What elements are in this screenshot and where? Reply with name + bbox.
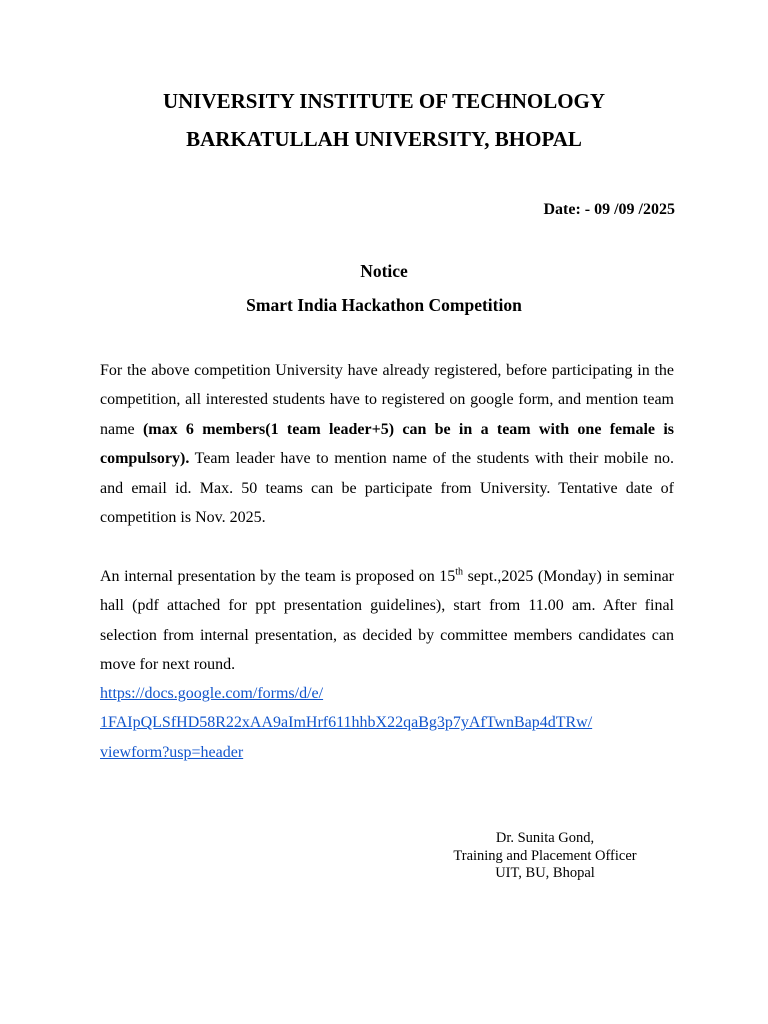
signatory-name: Dr. Sunita Gond, xyxy=(495,830,595,846)
paragraph-registration-team-rule: (max 6 members(1 team leader+5) can be in a team with one female is compulsory). xyxy=(100,420,674,468)
notice-subject: Smart India Hackathon Competition xyxy=(246,295,522,315)
paragraph-presentation-text-a: An internal presentation by the team is proposed on 15 xyxy=(100,568,456,585)
ordinal-superscript: th xyxy=(455,566,464,578)
paragraph-presentation xyxy=(100,562,674,680)
google-form-link-line-3[interactable]: viewform?usp=header xyxy=(100,743,244,761)
google-form-link-line-1[interactable]: https://docs.google.com/forms/d/e/ xyxy=(100,685,324,702)
institute-name: UNIVERSITY INSTITUTE OF TECHNOLOGY xyxy=(162,89,606,113)
signature-block xyxy=(420,830,670,883)
paragraph-registration-text-b: Team leader have to mention name of the students with their mobile no. and email id. Max. 50 teams can be participate from University. Tentative date of competition is Nov. 2025. xyxy=(100,450,674,527)
paragraph-presentation-text-b: sept.,2025 (Monday) in seminar hall (pdf attached for ppt presentation guidelines), start from 11.00 am. After final selection from internal presentation, as decided by committee members candidates can move for next round. xyxy=(100,568,674,674)
signatory-organization: UIT, BU, Bhopal xyxy=(495,865,595,881)
notice-title: Notice xyxy=(360,261,408,281)
paragraph-registration-text-a: For the above competition University have already registered, before participating in the competition, all interested students have to registered on google form, and mention team name xyxy=(100,362,674,438)
notice-date: Date: - 09 /09 /2025 xyxy=(543,201,675,218)
signatory-designation: Training and Placement Officer xyxy=(453,847,637,864)
google-form-link[interactable] xyxy=(100,679,680,767)
paragraph-registration xyxy=(100,356,674,532)
google-form-link-line-2[interactable]: 1FAIpQLSfHD58R22xAA9aImHrf611hhbX22qaBg3p7yAfTwnBap4dTRw/ xyxy=(100,714,593,732)
university-name: BARKATULLAH UNIVERSITY, BHOPAL xyxy=(186,127,582,151)
